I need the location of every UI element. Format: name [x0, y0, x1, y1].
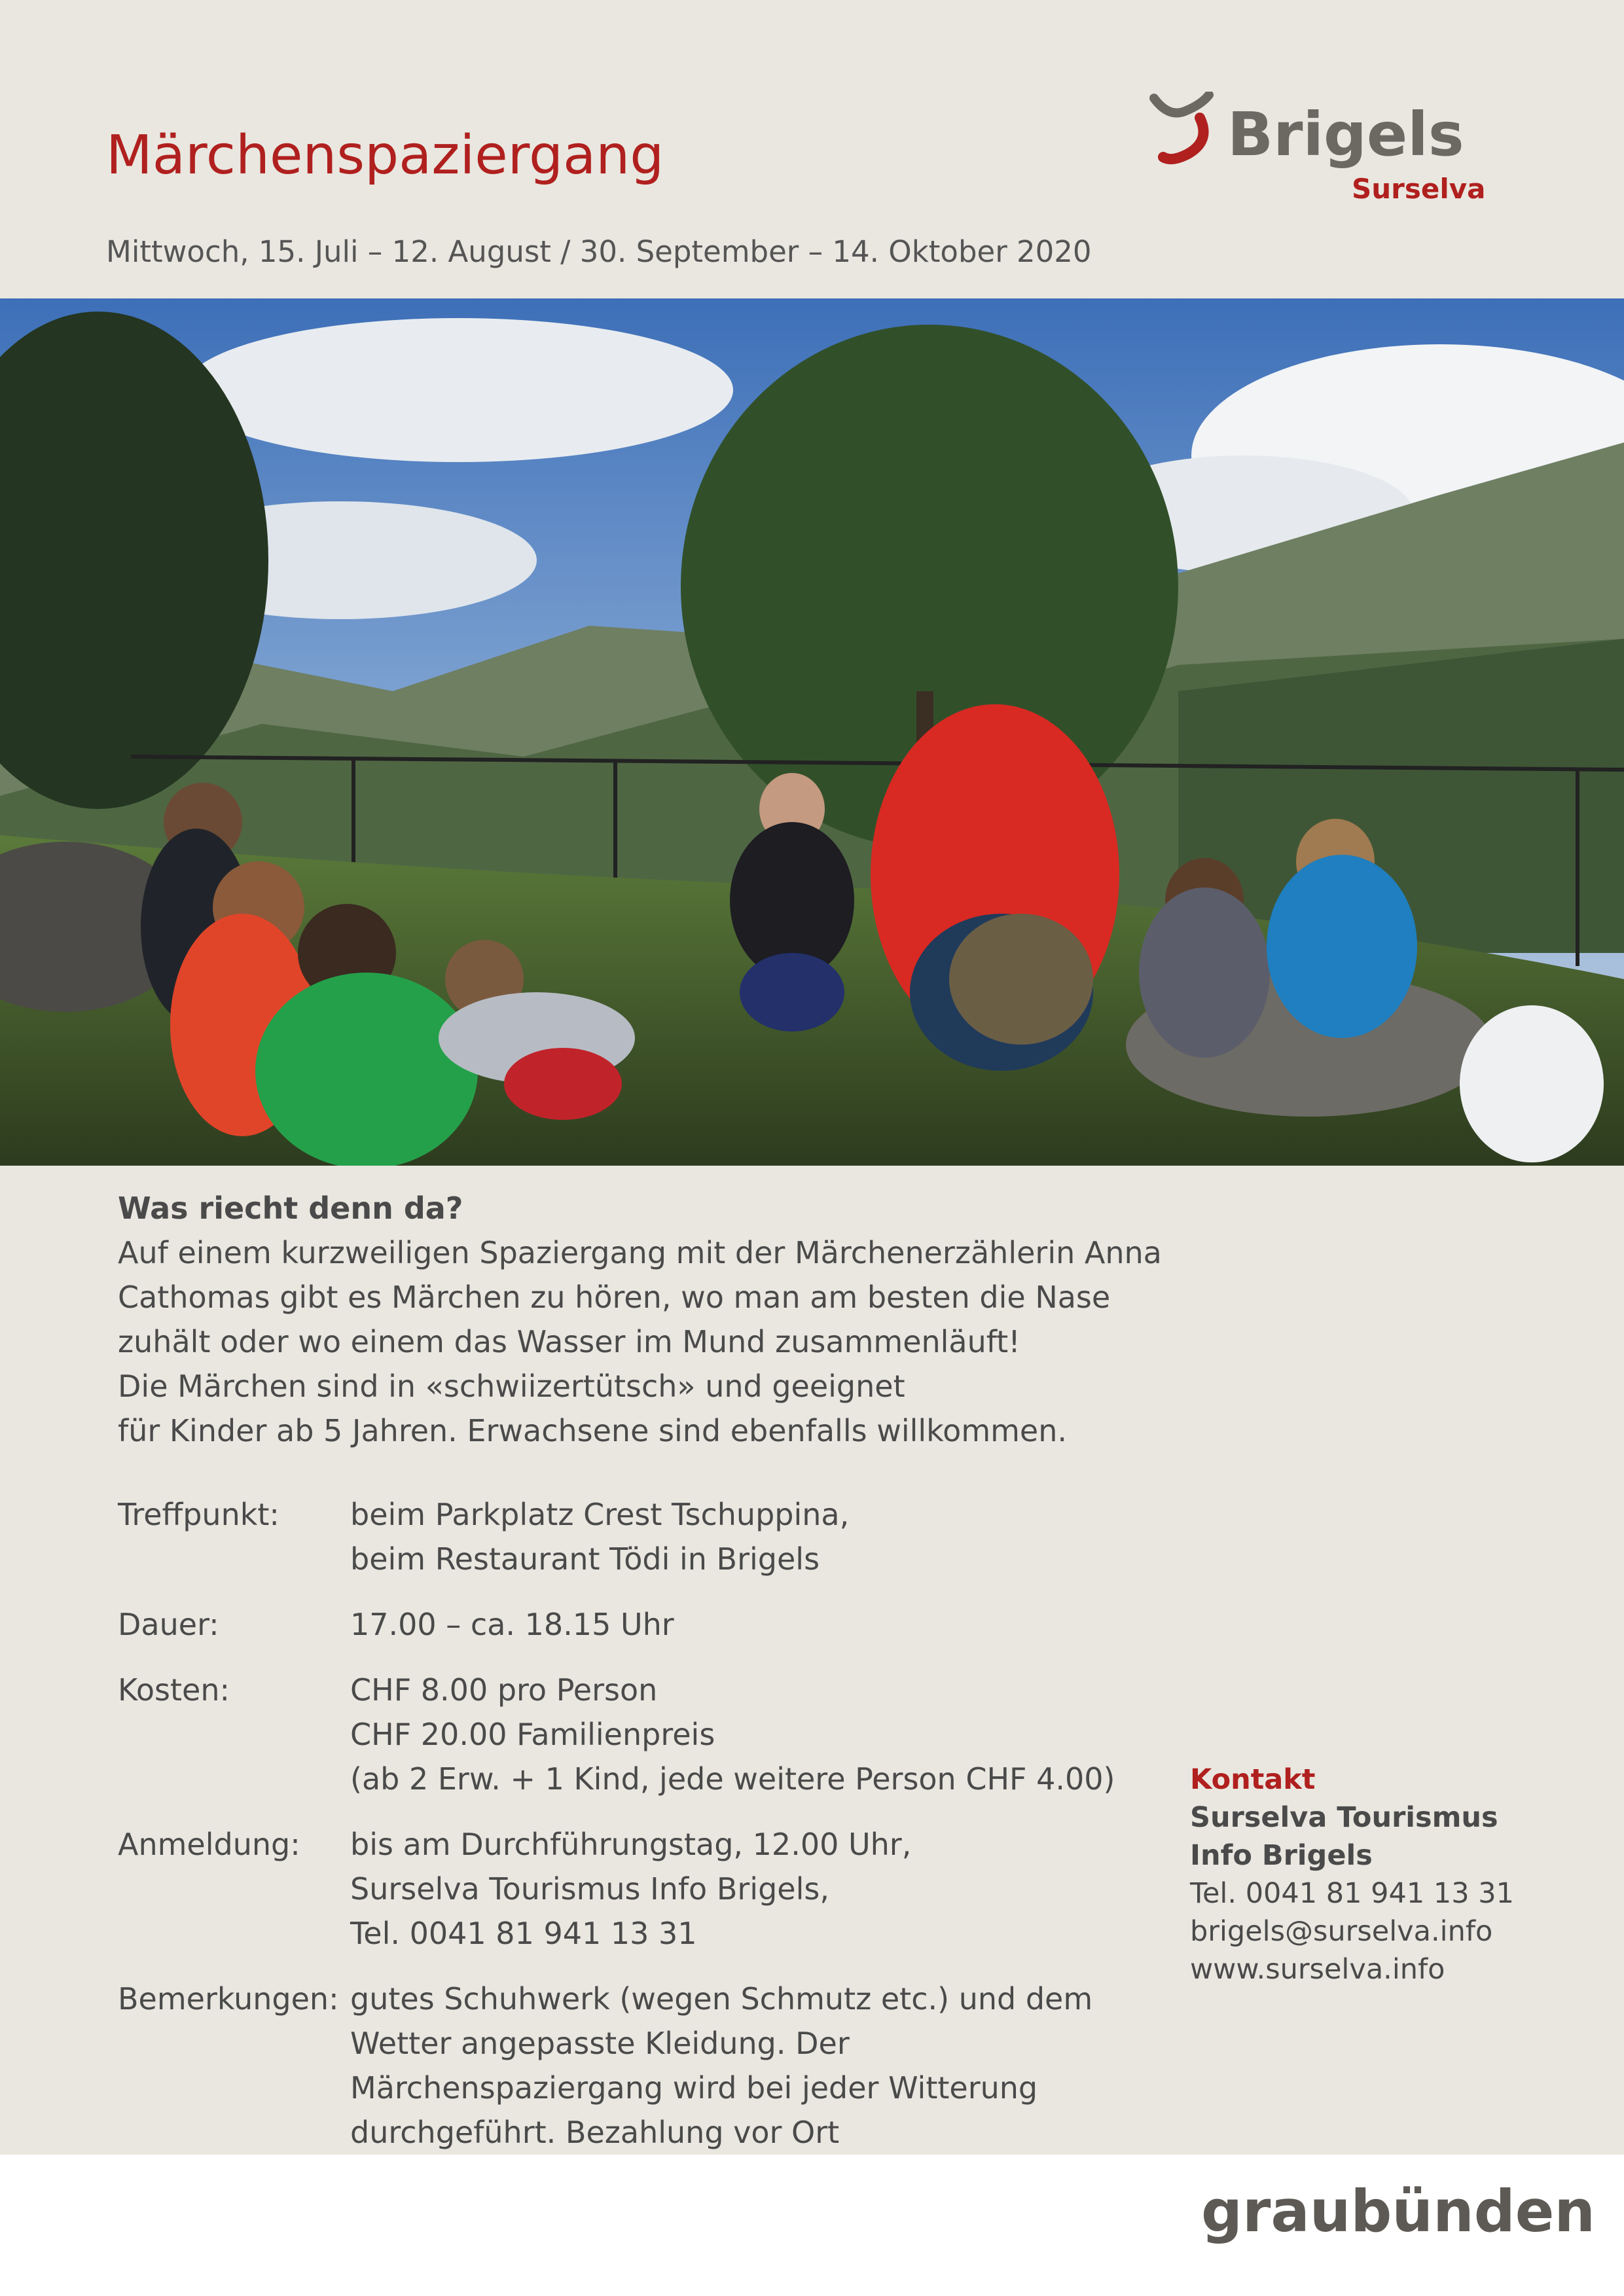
- info-value-line: CHF 8.00 pro Person: [350, 1672, 658, 1708]
- intro-section: [118, 1186, 1165, 1453]
- info-row-dauer: [118, 1602, 1165, 1647]
- info-value-line: CHF 20.00 Familienpreis: [350, 1717, 715, 1752]
- intro-line: Auf einem kurzweiligen Spaziergang mit der Märchenerzählerin Anna: [118, 1235, 1162, 1270]
- contact-block: [1190, 1761, 1514, 1988]
- info-value-line: Märchenspaziergang wird bei jeder Witterung: [350, 2070, 1038, 2106]
- info-label: Treffpunkt:: [118, 1497, 280, 1532]
- info-value-line: gutes Schuhwerk (wegen Schmutz etc.) und dem: [350, 1981, 1093, 2017]
- info-row-treffpunkt: [118, 1492, 1165, 1581]
- page-title: Märchenspaziergang: [106, 124, 664, 187]
- brigels-mark-icon: [1149, 92, 1221, 170]
- info-value-line: beim Restaurant Tödi in Brigels: [350, 1541, 820, 1577]
- info-label: Bemerkungen:: [118, 1981, 339, 2017]
- event-dates: Mittwoch, 15. Juli – 12. August / 30. September – 14. Oktober 2020: [106, 234, 1092, 269]
- info-label: Dauer:: [118, 1607, 219, 1642]
- intro-line: Cathomas gibt es Märchen zu hören, wo man am besten die Nase: [118, 1280, 1111, 1315]
- info-label: Anmeldung:: [118, 1827, 300, 1862]
- photo-illustration: [0, 298, 1624, 1166]
- info-value: [350, 1668, 1165, 1801]
- event-info: [118, 1492, 1165, 2155]
- info-value: [350, 1492, 1165, 1581]
- info-value: [350, 1977, 1165, 2155]
- graubuenden-logo: graubünden: [1201, 2178, 1596, 2245]
- info-row-bemerkungen: [118, 1977, 1165, 2155]
- contact-email[interactable]: brigels@surselva.info: [1190, 1915, 1493, 1948]
- info-row-anmeldung: [118, 1822, 1165, 1956]
- info-value: [350, 1822, 1165, 1956]
- info-value-line: Surselva Tourismus Info Brigels,: [350, 1871, 829, 1907]
- info-value-line: bis am Durchführungstag, 12.00 Uhr,: [350, 1827, 912, 1862]
- info-value-line: beim Parkplatz Crest Tschuppina,: [350, 1497, 850, 1532]
- intro-line: für Kinder ab 5 Jahren. Erwachsene sind ebenfalls willkommen.: [118, 1413, 1068, 1448]
- storytelling-photo: [0, 298, 1624, 1166]
- intro-line: Die Märchen sind in «schwiizertütsch» und geeignet: [118, 1369, 905, 1404]
- info-row-kosten: [118, 1668, 1165, 1801]
- logo-wordmark: Brigels: [1227, 99, 1464, 170]
- info-label: Kosten:: [118, 1672, 230, 1708]
- logo-region: Surselva: [1352, 173, 1486, 205]
- contact-org: Surselva Tourismus: [1190, 1801, 1498, 1834]
- contact-heading: Kontakt: [1190, 1763, 1316, 1796]
- info-value-line: 17.00 – ca. 18.15 Uhr: [350, 1607, 674, 1642]
- info-value-line: Tel. 0041 81 941 13 31: [350, 1916, 697, 1951]
- brigels-logo: [1149, 92, 1486, 209]
- contact-website[interactable]: www.surselva.info: [1190, 1953, 1445, 1986]
- info-value-line: durchgeführt. Bezahlung vor Ort: [350, 2115, 840, 2150]
- info-value-line: Wetter angepasste Kleidung. Der: [350, 2026, 850, 2061]
- intro-heading: Was riecht denn da?: [118, 1191, 463, 1226]
- contact-org-sub: Info Brigels: [1190, 1839, 1373, 1872]
- info-value: [350, 1602, 1165, 1647]
- contact-phone: Tel. 0041 81 941 13 31: [1190, 1877, 1515, 1910]
- info-value-line: (ab 2 Erw. + 1 Kind, jede weitere Person CHF 4.00): [350, 1761, 1115, 1797]
- intro-line: zuhält oder wo einem das Wasser im Mund zusammenläuft!: [118, 1324, 1020, 1359]
